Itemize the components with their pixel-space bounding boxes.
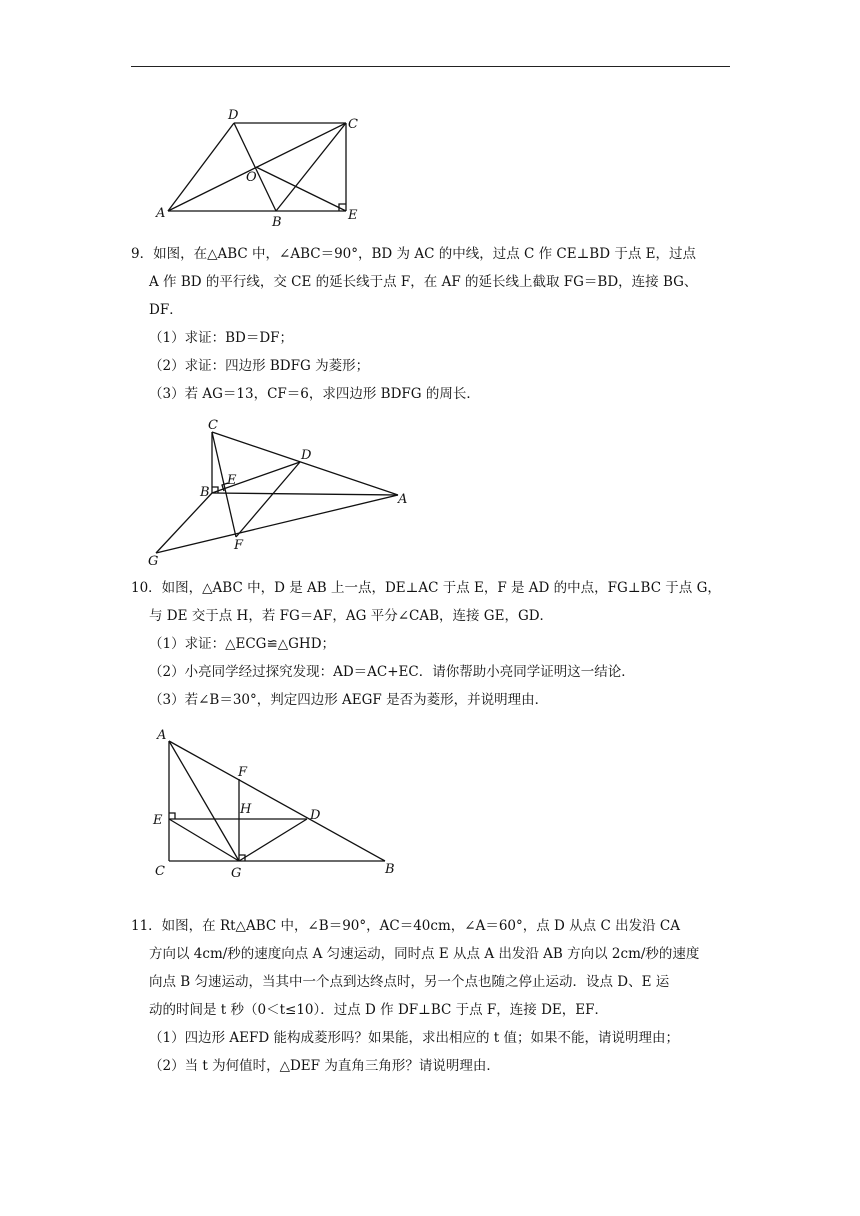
q11-sub1: （1）四边形 AEFD 能构成菱形吗？如果能，求出相应的 t 值；如果不能，请说明理由； [149, 1030, 679, 1046]
figure-q9 [140, 415, 420, 570]
q10-sub3: （3）若∠B＝30°，判定四边形 AEGF 是否为菱形，并说明理由． [149, 692, 549, 708]
label-G: G [148, 554, 159, 569]
label-D: D [310, 808, 321, 823]
q11-sub2: （2）当 t 为何值时，△DEF 为直角三角形？请说明理由． [149, 1058, 500, 1074]
label-A: A [157, 728, 167, 743]
label-G: G [231, 866, 242, 881]
question-11 [131, 912, 731, 1080]
figure-q10 [145, 725, 410, 885]
label-F: F [238, 765, 248, 780]
label-E: E [227, 473, 237, 488]
q9-line2: A 作 BD 的平行线，交 CE 的延长线于点 F，在 AF 的延长线上截取 FG＝BD，连接 BG、 [149, 274, 698, 290]
q10-line2: 与 DE 交于点 H，若 FG＝AF，AG 平分∠CAB，连接 GE，GD． [149, 608, 554, 624]
label-C: C [208, 418, 218, 433]
label-O: O [246, 170, 257, 185]
q10-sub1: （1）求证：△ECG≌△GHD； [149, 636, 336, 652]
q10-line1: 10．如图，△ABC 中，D 是 AB 上一点，DE⊥AC 于点 E，F 是 AD 的中点，FG⊥BC 于点 G， [131, 580, 721, 596]
q9-sub2: （2）求证：四边形 BDFG 为菱形； [149, 358, 370, 374]
q9-sub3: （3）若 AG＝13，CF＝6，求四边形 BDFG 的周长． [149, 386, 480, 402]
label-D: D [228, 108, 239, 123]
label-B: B [385, 862, 395, 877]
label-C: C [348, 117, 358, 132]
label-H: H [240, 802, 252, 817]
q11-line4: 动的时间是 t 秒（0＜t≤10）．过点 D 作 DF⊥BC 于点 F，连接 DE，EF． [149, 1002, 608, 1018]
label-A: A [398, 492, 408, 507]
q11-line3: 向点 B 匀速运动，当其中一个点到达终点时，另一个点也随之停止运动．设点 D、E 运 [149, 974, 670, 990]
figure-q9-svg [140, 415, 420, 570]
q10-sub2: （2）小亮同学经过探究发现：AD＝AC+EC．请你帮助小亮同学证明这一结论． [149, 664, 635, 680]
header-rule [131, 66, 730, 67]
question-10 [131, 574, 731, 714]
label-B: B [200, 485, 210, 500]
q11-line2: 方向以 4cm/秒的速度向点 A 匀速运动，同时点 E 从点 A 出发沿 AB 方向以 2cm/秒的速度 [149, 946, 700, 962]
label-E: E [348, 208, 358, 223]
q9-sub1: （1）求证：BD＝DF； [149, 330, 294, 346]
label-B: B [272, 215, 282, 230]
q9-line1: 9．如图，在△ABC 中，∠ABC＝90°，BD 为 AC 的中线，过点 C 作 CE⊥BD 于点 E，过点 [131, 246, 696, 262]
label-C: C [155, 864, 165, 879]
q9-line3: DF． [149, 302, 183, 318]
figure-q8-svg [150, 105, 370, 230]
figure-q8 [150, 105, 370, 230]
question-9 [131, 240, 731, 408]
q11-line1: 11．如图，在 Rt△ABC 中，∠B＝90°，AC＝40cm，∠A＝60°，点 D 从点 C 出发沿 CA [131, 918, 680, 934]
label-F: F [234, 538, 244, 553]
figure-q10-svg [145, 725, 410, 885]
label-E: E [153, 813, 163, 828]
label-A: A [156, 206, 166, 221]
label-D: D [301, 448, 312, 463]
